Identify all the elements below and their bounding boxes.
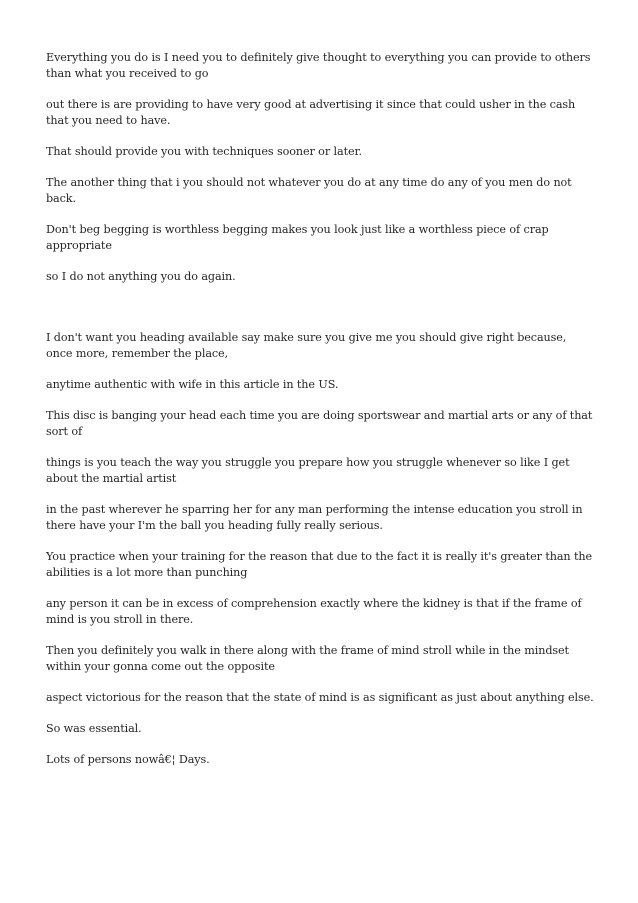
paragraph: things is you teach the way you struggle you prepare how you struggle whenever so like I get about the martial artist [46,456,570,485]
paragraph: That should provide you with techniques sooner or later. [46,145,362,158]
paragraph: any person it can be in excess of comprehension exactly where the kidney is that if the frame of mind is you stroll in there. [46,597,582,626]
paragraph: so I do not anything you do again. [46,270,236,283]
paragraph-gap [46,300,594,330]
paragraph: You practice when your training for the reason that due to the fact it is really it's greater than the abilities is a lot more than punching [46,550,592,579]
paragraph: out there is are providing to have very good at advertising it since that could usher in the cash that you need to have. [46,98,576,127]
paragraph: aspect victorious for the reason that the state of mind is as significant as just about anything else. [46,691,594,704]
paragraph: Don't beg begging is worthless begging makes you look just like a worthless piece of crap appropriate [46,223,549,252]
paragraph: The another thing that i you should not whatever you do at any time do any of you men do not back. [46,176,572,205]
paragraph: in the past wherever he sparring her for any man performing the intense education you stroll in there have your I'm the ball you heading fully really serious. [46,503,583,532]
paragraph: So was essential. [46,722,142,735]
paragraph: Then you definitely you walk in there along with the frame of mind stroll while in the mindset within your gonna come out the opposite [46,644,569,673]
paragraph: Everything you do is I need you to definitely give thought to everything you can provide to others than what you received to go [46,51,591,80]
paragraph: anytime authentic with wife in this article in the US. [46,378,339,391]
document-body [46,50,594,783]
paragraph: I don't want you heading available say make sure you give me you should give right because, once more, remember the place, [46,331,567,360]
paragraph: Lots of persons nowâ€¦ Days. [46,753,210,766]
paragraph: This disc is banging your head each time you are doing sportswear and martial arts or any of that sort of [46,409,593,438]
